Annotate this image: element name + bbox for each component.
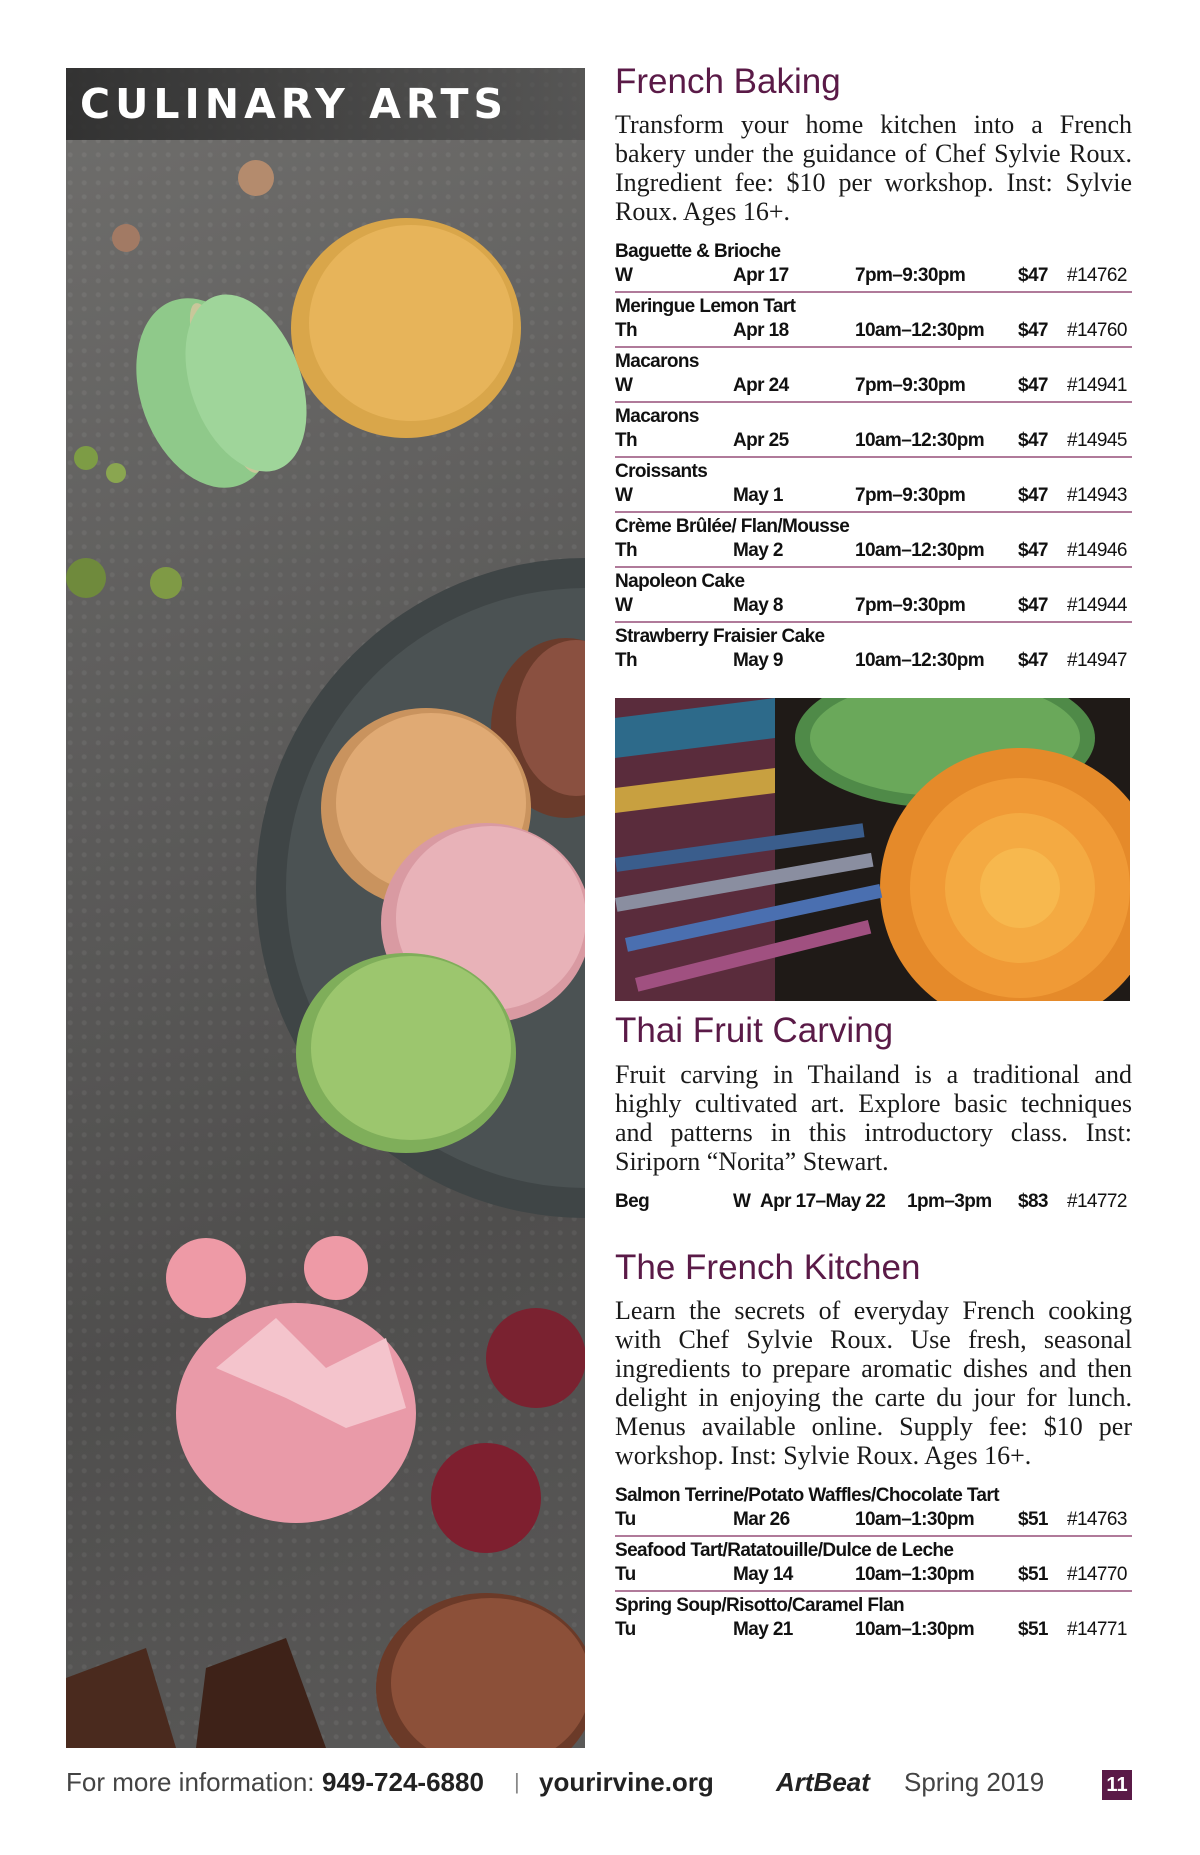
footer-season: Spring 2019	[904, 1767, 1045, 1797]
session-row	[615, 348, 1132, 403]
session-time: 10am–1:30pm	[855, 1563, 975, 1585]
content-column	[615, 62, 1132, 1645]
session-course-number: #14944	[1067, 595, 1127, 617]
session-price: $47	[1018, 540, 1048, 562]
macaron-photo	[66, 68, 585, 1748]
session-time: 10am–12:30pm	[855, 540, 985, 562]
session-course-number: #14763	[1067, 1508, 1127, 1530]
session-name: Seafood Tart/Ratatouille/Dulce de Leche	[615, 1539, 954, 1561]
session-name: Spring Soup/Risotto/Caramel Flan	[615, 1594, 905, 1616]
session-course-number: #14771	[1067, 1618, 1127, 1640]
session-date: Apr 17	[733, 265, 789, 287]
session-name: Croissants	[615, 461, 708, 483]
fruit-carving-illustration	[615, 698, 1130, 1001]
session-name: Salmon Terrine/Potato Waffles/Chocolate Tart	[615, 1484, 999, 1506]
french-kitchen-schedule	[615, 1482, 1132, 1645]
session-date: May 14	[733, 1563, 793, 1585]
session-price: $51	[1018, 1508, 1048, 1530]
session-row	[615, 1482, 1132, 1537]
session-time: 10am–12:30pm	[855, 650, 985, 672]
session-row	[615, 1592, 1132, 1645]
thai-fruit-carving-title: Thai Fruit Carving	[615, 1011, 894, 1051]
session-day: Th	[615, 650, 638, 672]
session-course-number: #14770	[1067, 1563, 1127, 1585]
footer-phone[interactable]: 949-724-6880	[322, 1767, 484, 1797]
session-date: May 9	[733, 650, 783, 672]
session-price: $47	[1018, 430, 1048, 452]
page-number-badge: 11	[1102, 1770, 1132, 1800]
session-price: $47	[1018, 485, 1048, 507]
session-name: Strawberry Fraisier Cake	[615, 626, 825, 648]
session-date: May 2	[733, 540, 783, 562]
session-price: $47	[1018, 650, 1048, 672]
footer-website-link[interactable]: yourirvine.org	[539, 1767, 714, 1797]
session-price: $51	[1018, 1563, 1048, 1585]
session-day: Tu	[615, 1508, 636, 1530]
footer-info-label: For more information:	[66, 1767, 315, 1797]
session-time: 10am–1:30pm	[855, 1618, 975, 1640]
section-title: CULINARY ARTS	[80, 80, 509, 128]
session-row	[615, 513, 1132, 568]
session-row	[615, 238, 1132, 293]
session-day: Tu	[615, 1618, 636, 1640]
session-time: 10am–12:30pm	[855, 430, 985, 452]
session-course-number: #14941	[1067, 375, 1127, 397]
session-date: Mar 26	[733, 1508, 790, 1530]
session-price: $47	[1018, 265, 1048, 287]
session-date: Apr 18	[733, 320, 789, 342]
french-baking-schedule	[615, 238, 1132, 676]
session-name: Macarons	[615, 351, 699, 373]
session-day: W	[733, 1190, 751, 1212]
session-course-number: #14946	[1067, 540, 1127, 562]
session-day: Tu	[615, 1563, 636, 1585]
session-row	[615, 623, 1132, 676]
session-time: 7pm–9:30pm	[855, 375, 966, 397]
session-price: $51	[1018, 1618, 1048, 1640]
french-baking-description: Transform your home kitchen into a French bakery under the guidance of Chef Sylvie Roux. Ingredient fee: $10 per workshop. Inst: Sylvie Roux. Ages 16+.	[615, 110, 1132, 227]
session-price: $47	[1018, 375, 1048, 397]
session-course-number: #14947	[1067, 650, 1127, 672]
session-name: Macarons	[615, 406, 699, 428]
fruit-carving-photo	[615, 698, 1130, 1001]
session-time: 10am–12:30pm	[855, 320, 985, 342]
session-course-number: #14945	[1067, 430, 1127, 452]
session-day: Th	[615, 320, 638, 342]
session-name: Meringue Lemon Tart	[615, 296, 796, 318]
session-date: May 8	[733, 595, 783, 617]
session-course-number: #14760	[1067, 320, 1127, 342]
session-day: W	[615, 595, 633, 617]
session-date: Apr 25	[733, 430, 789, 452]
session-time: 1pm–3pm	[907, 1190, 992, 1212]
session-price: $83	[1018, 1190, 1048, 1212]
macaron-illustration	[66, 68, 585, 1748]
session-day: Th	[615, 540, 638, 562]
session-day: W	[615, 265, 633, 287]
session-name: Napoleon Cake	[615, 571, 745, 593]
french-baking-title: French Baking	[615, 62, 841, 101]
session-date: May 21	[733, 1618, 793, 1640]
session-row	[615, 403, 1132, 458]
session-row	[615, 568, 1132, 623]
session-time: 7pm–9:30pm	[855, 595, 966, 617]
session-day: W	[615, 485, 633, 507]
session-day: W	[615, 375, 633, 397]
session-course-number: #14943	[1067, 485, 1127, 507]
thai-fruit-carving-description: Fruit carving in Thailand is a traditional and highly cultivated art. Explore basic techniques and patterns in this introductory class. Inst: Siriporn “Norita” Stewart.	[615, 1059, 1132, 1176]
session-row	[615, 458, 1132, 513]
page-footer	[66, 1767, 1136, 1807]
session-time: 7pm–9:30pm	[855, 265, 966, 287]
thai-fruit-carving-session	[615, 1190, 1132, 1216]
session-name: Baguette & Brioche	[615, 241, 781, 263]
session-time: 7pm–9:30pm	[855, 485, 966, 507]
footer-separator: |	[514, 1769, 520, 1794]
session-course-number: #14772	[1067, 1190, 1127, 1212]
session-level: Beg	[615, 1190, 650, 1212]
footer-publication: ArtBeat	[776, 1767, 870, 1797]
french-kitchen-title: The French Kitchen	[615, 1247, 921, 1287]
session-name: Crème Brûlée/ Flan/Mousse	[615, 516, 850, 538]
session-date: Apr 24	[733, 375, 789, 397]
session-price: $47	[1018, 595, 1048, 617]
session-price: $47	[1018, 320, 1048, 342]
session-day: Th	[615, 430, 638, 452]
session-row	[615, 1537, 1132, 1592]
session-course-number: #14762	[1067, 265, 1127, 287]
french-kitchen-description: Learn the secrets of everyday French cooking with Chef Sylvie Roux. Use fresh, seasonal ingredients to prepare aromatic dishes and then delight in enjoying the carte du jour for lunch. Menus available online. Supply fee: $10 per workshop. Inst: Sylvie Roux. Ages 16+.	[615, 1295, 1132, 1470]
session-dates: Apr 17–May 22	[760, 1190, 886, 1212]
session-date: May 1	[733, 485, 783, 507]
session-time: 10am–1:30pm	[855, 1508, 975, 1530]
session-row	[615, 293, 1132, 348]
